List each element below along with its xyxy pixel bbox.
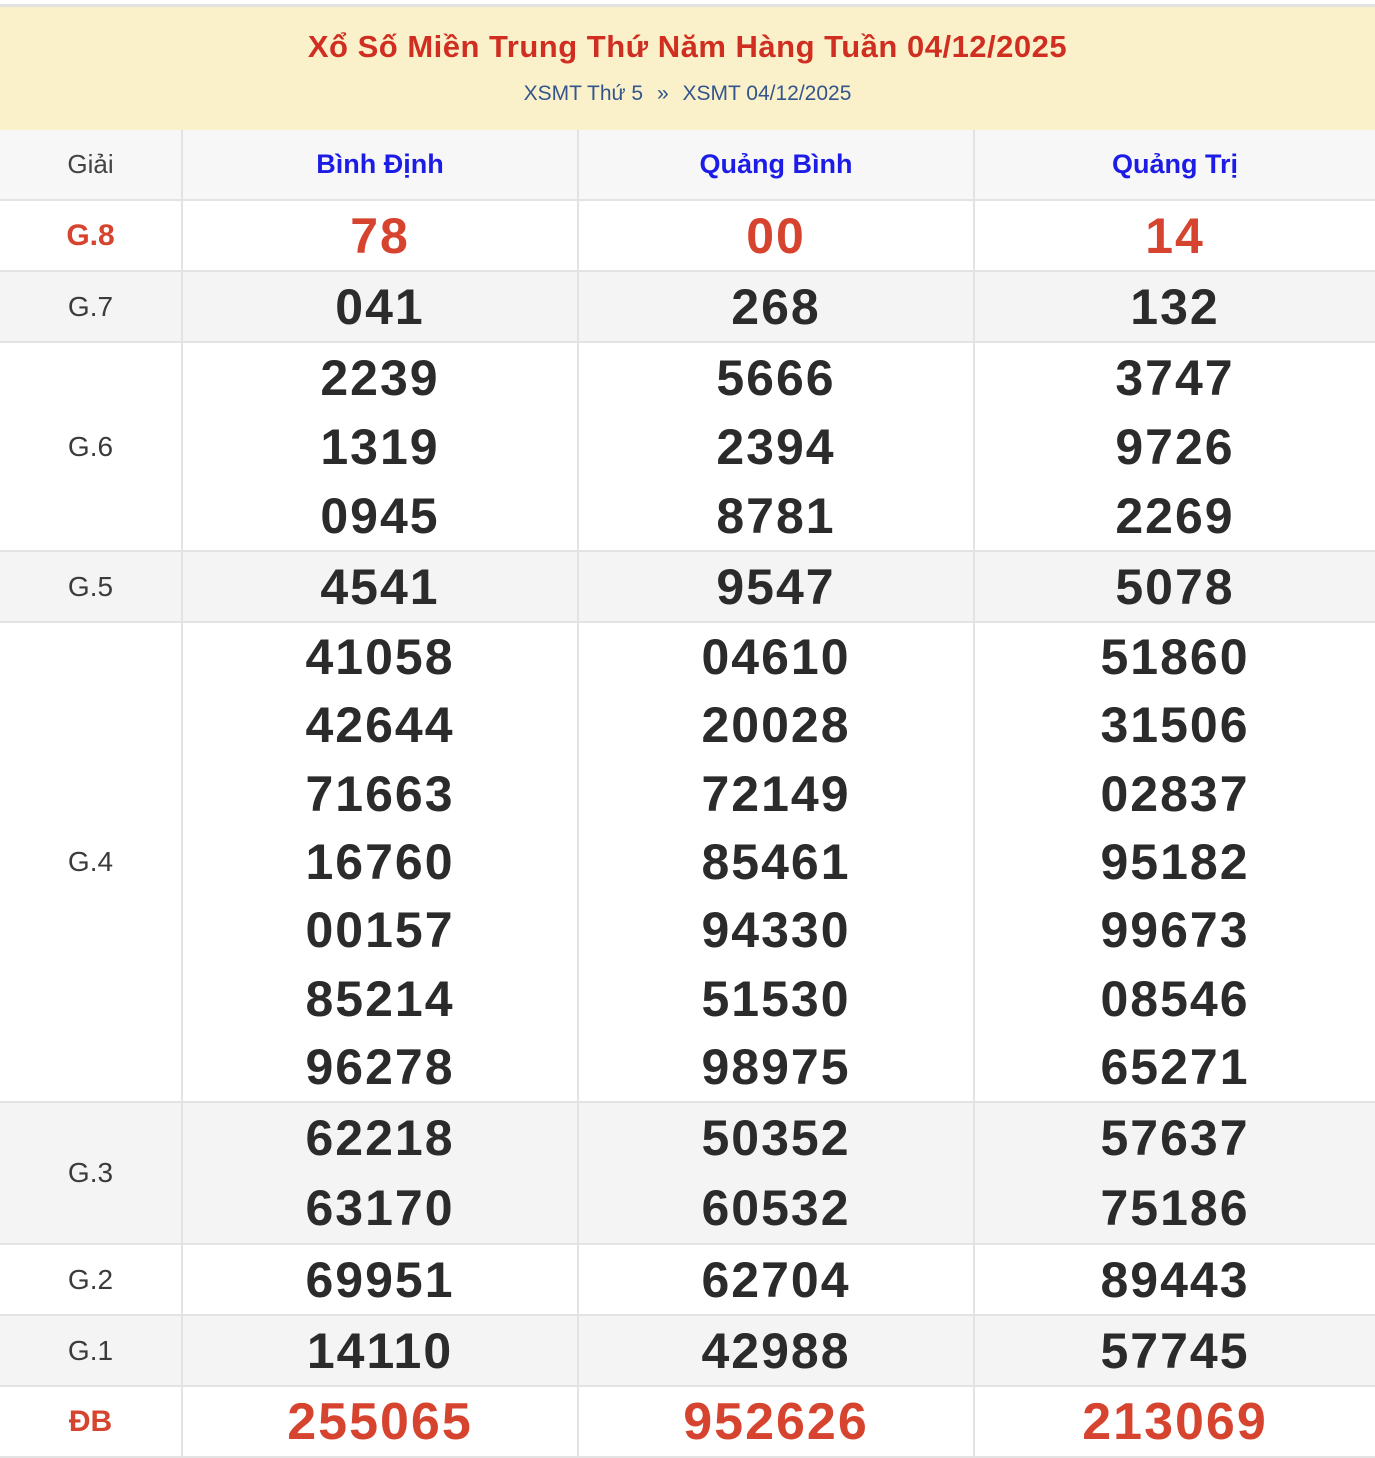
prize-values-col-3 (974, 271, 1375, 342)
prize-column-header: Giải (0, 130, 182, 200)
prize-values-col-1 (182, 1102, 578, 1244)
prize-number: 31506 (1100, 697, 1250, 754)
prize-number: 89443 (1100, 1251, 1250, 1308)
prize-row-3 (0, 342, 1375, 551)
prize-label: G.8 (0, 200, 182, 271)
prize-number: 1319 (320, 418, 440, 475)
prize-number: 72149 (701, 765, 851, 822)
prize-values-col-2 (578, 1386, 974, 1457)
prize-label: G.2 (0, 1244, 182, 1315)
prize-number: 20028 (701, 697, 851, 754)
prize-values-col-1 (182, 622, 578, 1102)
prize-values-col-1 (182, 342, 578, 551)
prize-label: ĐB (0, 1386, 182, 1457)
prize-values-col-3 (974, 1315, 1375, 1386)
prize-number: 51530 (701, 970, 851, 1027)
prize-number: 65271 (1100, 1038, 1250, 1095)
prize-number: 5078 (1115, 558, 1235, 615)
lottery-results-table (0, 130, 1375, 1458)
prize-number: 51860 (1100, 629, 1250, 686)
prize-values-col-2 (578, 1315, 974, 1386)
prize-number: 9726 (1115, 418, 1235, 475)
prize-number: 16760 (305, 834, 455, 891)
prize-label: G.7 (0, 271, 182, 342)
prize-values-col-1 (182, 271, 578, 342)
prize-values-col-3 (974, 1386, 1375, 1457)
prize-values-col-1 (182, 200, 578, 271)
prize-number: 14 (1145, 207, 1205, 264)
prize-number: 3747 (1115, 349, 1235, 406)
prize-number: 02837 (1100, 765, 1250, 822)
table-header-row (0, 130, 1375, 200)
breadcrumb-link-xsmt-thu5[interactable]: XSMT Thứ 5 (523, 82, 644, 105)
prize-number: 71663 (305, 765, 455, 822)
prize-row-9 (0, 1386, 1375, 1457)
prize-values-col-2 (578, 622, 974, 1102)
prize-number: 255065 (287, 1392, 473, 1451)
prize-values-col-2 (578, 342, 974, 551)
prize-values-col-2 (578, 271, 974, 342)
prize-number: 4541 (320, 558, 440, 615)
prize-number: 85461 (701, 834, 851, 891)
prize-number: 95182 (1100, 834, 1250, 891)
page-title: Xổ Số Miền Trung Thứ Năm Hàng Tuần 04/12/2025 (307, 29, 1068, 64)
prize-number: 42988 (701, 1322, 851, 1379)
prize-values-col-2 (578, 1244, 974, 1315)
prize-label: G.4 (0, 622, 182, 1102)
prize-row-4 (0, 551, 1375, 622)
prize-values-col-3 (974, 200, 1375, 271)
prize-row-1 (0, 200, 1375, 271)
prize-number: 50352 (701, 1110, 851, 1167)
prize-values-col-3 (974, 551, 1375, 622)
prize-row-8 (0, 1315, 1375, 1386)
prize-label: G.3 (0, 1102, 182, 1244)
prize-number: 57745 (1100, 1322, 1250, 1379)
prize-number: 2394 (716, 418, 836, 475)
prize-number: 96278 (305, 1038, 455, 1095)
prize-number: 213069 (1082, 1392, 1268, 1451)
breadcrumb-separator: » (656, 82, 669, 105)
prize-number: 2269 (1115, 487, 1235, 544)
prize-row-7 (0, 1244, 1375, 1315)
prize-values-col-2 (578, 1102, 974, 1244)
prize-number: 5666 (716, 349, 836, 406)
prize-values-col-3 (974, 622, 1375, 1102)
prize-number: 62704 (701, 1251, 851, 1308)
prize-row-2 (0, 271, 1375, 342)
province-header-binh-dinh[interactable]: Bình Định (182, 130, 578, 200)
prize-number: 60532 (701, 1180, 851, 1237)
prize-number: 132 (1130, 278, 1220, 335)
prize-number: 57637 (1100, 1110, 1250, 1167)
prize-values-col-1 (182, 1315, 578, 1386)
prize-values-col-3 (974, 1102, 1375, 1244)
page-header-banner (0, 4, 1375, 130)
prize-number: 42644 (305, 697, 455, 754)
prize-number: 041 (335, 278, 425, 335)
prize-number: 94330 (701, 902, 851, 959)
province-header-quang-binh[interactable]: Quảng Bình (578, 130, 974, 200)
prize-number: 99673 (1100, 902, 1250, 959)
prize-values-col-1 (182, 551, 578, 622)
prize-values-col-1 (182, 1244, 578, 1315)
prize-number: 63170 (305, 1180, 455, 1237)
province-header-quang-tri[interactable]: Quảng Trị (974, 130, 1375, 200)
prize-number: 0945 (320, 487, 440, 544)
prize-label: G.5 (0, 551, 182, 622)
prize-values-col-3 (974, 342, 1375, 551)
prize-number: 14110 (306, 1322, 454, 1379)
prize-values-col-1 (182, 1386, 578, 1457)
breadcrumb (0, 82, 1375, 106)
prize-number: 268 (731, 278, 821, 335)
prize-number: 00157 (305, 902, 455, 959)
prize-number: 04610 (701, 629, 851, 686)
prize-number: 41058 (305, 629, 455, 686)
prize-label: G.6 (0, 342, 182, 551)
prize-values-col-3 (974, 1244, 1375, 1315)
prize-number: 00 (746, 207, 806, 264)
prize-number: 69951 (305, 1251, 455, 1308)
prize-number: 78 (350, 207, 410, 264)
prize-number: 62218 (305, 1110, 455, 1167)
prize-number: 9547 (716, 558, 836, 615)
prize-values-col-2 (578, 200, 974, 271)
prize-row-6 (0, 1102, 1375, 1244)
prize-number: 98975 (701, 1038, 851, 1095)
prize-number: 08546 (1100, 970, 1250, 1027)
prize-number: 952626 (683, 1392, 869, 1451)
prize-number: 85214 (305, 970, 455, 1027)
prize-number: 8781 (716, 487, 836, 544)
prize-label: G.1 (0, 1315, 182, 1386)
prize-number: 2239 (320, 349, 440, 406)
prize-number: 75186 (1100, 1180, 1250, 1237)
prize-values-col-2 (578, 551, 974, 622)
prize-row-5 (0, 622, 1375, 1102)
breadcrumb-link-xsmt-date[interactable]: XSMT 04/12/2025 (682, 82, 852, 105)
